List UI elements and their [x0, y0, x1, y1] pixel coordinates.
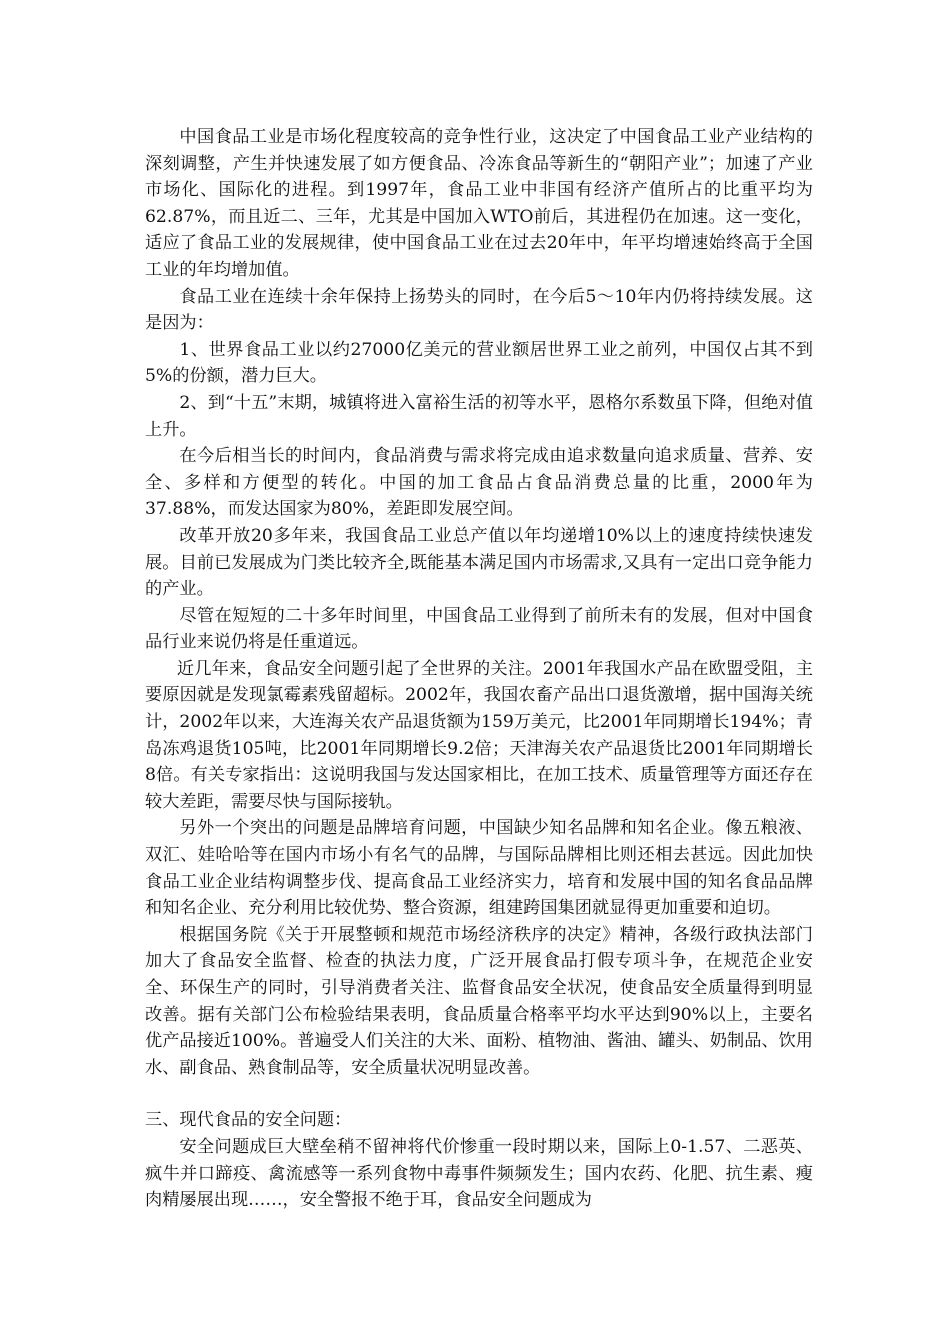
paragraph-food-safety-concerns: 近几年来，食品安全问题引起了全世界的关注。2001年我国水产品在欧盟受阻，主要原因就是发现氯霉素残留超标。2002年，我国农畜产品出口退货激增，据中国海关统计，2002年以来，大连海关农产品退货额为159万美元，比2001年同期增长194%；青岛冻鸡退货105吨，比2001年同期增长9.2倍；天津海关农产品退货比2001年同期增长8倍。有关专家指出：这说明我国与发达国家相比，在加工技术、质量管理等方面还存在较大差距，需要尽快与国际接轨。: [145, 658, 813, 812]
document-page: [145, 124, 813, 1214]
paragraph-reason-2: 2、到“十五”末期，城镇将进入富裕生活的初等水平，恩格尔系数虽下降，但绝对值上升。: [145, 392, 813, 440]
paragraph-regulation: 根据国务院《关于开展整顿和规范市场经济秩序的决定》精神，各级行政执法部门加大了食品安全监督、检查的执法力度，广泛开展食品打假专项斗争，在规范企业安全、环保生产的同时，引导消费者关注、监督食品安全状况，使食品安全质量得到明显改善。据有关部门公布检验结果表明，食品质量合格率平均水平达到90%以上，主要名优产品接近100%。普遍受人们关注的大米、面粉、植物油、酱油、罐头、奶制品、饮用水、副食品、熟食制品等，安全质量状况明显改善。: [145, 924, 813, 1078]
paragraph-reason-1: 1、世界食品工业以约27000亿美元的营业额居世界工业之前列，中国仅占其不到5%的份额，潜力巨大。: [145, 339, 813, 387]
paragraph-safety-barrier: 安全问题成巨大壁垒稍不留神将代价惨重一段时期以来，国际上0-1.57、二恶英、疯牛并口蹄疫、禽流感等一系列食物中毒事件频频发生；国内农药、化肥、抗生素、瘦肉精屡展出现……，安全警报不绝于耳，食品安全问题成为: [145, 1136, 813, 1211]
section-heading: 三、现代食品的安全问题：: [145, 1110, 352, 1131]
paragraph-long-road: 尽管在短短的二十多年时间里，中国食品工业得到了前所未有的发展，但对中国食品行业来说仍将是任重道远。: [145, 605, 813, 653]
paragraph-growth-outlook: 食品工业在连续十余年保持上扬势头的同时，在今后5～10年内仍将持续发展。这是因为：: [145, 286, 813, 334]
paragraph-consumption-shift: 在今后相当长的时间内，食品消费与需求将完成由追求数量向追求质量、营养、安全、多样和方便型的转化。中国的加工食品占食品消费总量的比重，2000年为37.88%，而发达国家为80%，差距即发展空间。: [145, 446, 813, 520]
paragraph-industry-overview: 中国食品工业是市场化程度较高的竞争性行业，这决定了中国食品工业产业结构的深刻调整，产生并快速发展了如方便食品、冷冻食品等新生的“朝阳产业”；加速了产业市场化、国际化的进程。到1997年，食品工业中非国有经济产值所占的比重平均为62.87%，而且近二、三年，尤其是中国加入WTO前后，其进程仍在加速。这一变化，适应了食品工业的发展规律，使中国食品工业在过去20年中，年平均增速始终高于全国工业的年均增加值。: [145, 127, 813, 280]
paragraph-reform-growth: 改革开放20多年来，我国食品工业总产值以年均递增10%以上的速度持续快速发展。目前已发展成为门类比较齐全,既能基本满足国内市场需求,又具有一定出口竞争能力的产业。: [145, 525, 813, 600]
paragraph-brand-building: 另外一个突出的问题是品牌培育问题，中国缺少知名品牌和知名企业。像五粮液、双汇、娃哈哈等在国内市场小有名气的品牌，与国际品牌相比则还相去甚远。因此加快食品工业企业结构调整步伐、提高食品工业经济实力，培育和发展中国的知名食品品牌和知名企业、充分利用比较优势、整合资源，组建跨国集团就显得更加重要和迫切。: [145, 818, 813, 919]
